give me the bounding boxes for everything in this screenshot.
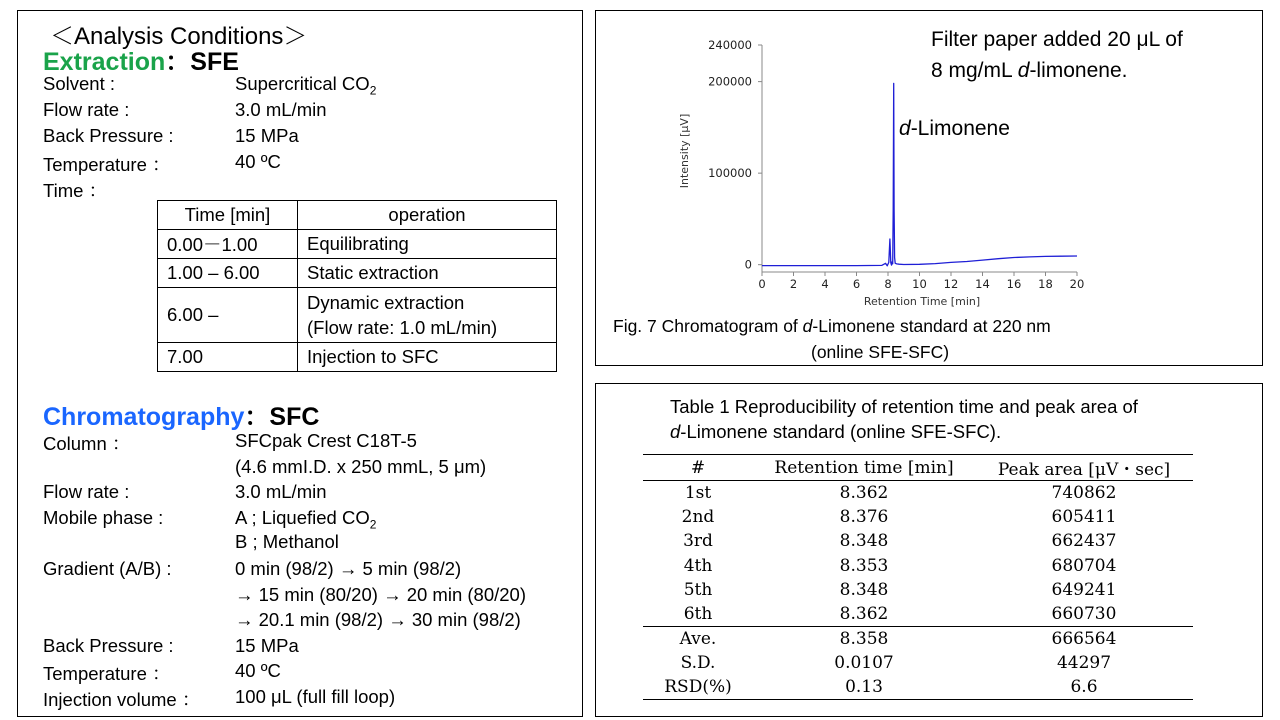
back-pressure-label: Back Pressure : bbox=[43, 125, 174, 146]
mobile-phase-label: Mobile phase : bbox=[43, 507, 164, 528]
retention-cell: 8.376 bbox=[839, 506, 889, 527]
operation-cell: Injection to SFC bbox=[298, 343, 557, 372]
note-prefix: 8 mg/mL bbox=[931, 59, 1018, 82]
caption-rest: -Limonene standard (online SFE-SFC). bbox=[680, 421, 1002, 442]
area-cell: 44297 bbox=[1056, 652, 1112, 673]
operation-cell: Equilibrating bbox=[298, 230, 557, 259]
table-header-row bbox=[158, 201, 557, 230]
gradient-line: → 20.1 min (98/2) → 30 min (98/2) bbox=[235, 609, 521, 630]
chromatogram-panel bbox=[595, 10, 1263, 366]
summary-row-average bbox=[643, 626, 1193, 650]
extraction-separator: ： bbox=[165, 48, 191, 76]
table-header-row bbox=[643, 455, 1193, 481]
time-cell: 6.00 – bbox=[158, 288, 298, 343]
caption-italic: d bbox=[670, 421, 681, 442]
mobile-phase-b: B ; Methanol bbox=[235, 531, 339, 552]
stat-label: S.D. bbox=[680, 652, 716, 673]
figure-subcaption: (online SFE-SFC) bbox=[811, 342, 950, 362]
time-cell: 1.00 – 6.00 bbox=[158, 259, 298, 288]
retention-cell: 8.362 bbox=[839, 603, 889, 624]
conditions-title: ＜Analysis Conditions＞ bbox=[50, 23, 308, 50]
retention-cell: 0.13 bbox=[753, 675, 975, 699]
y-tick-label: 240000 bbox=[708, 38, 752, 52]
sfc-flow-rate-label: Flow rate : bbox=[43, 481, 130, 502]
sfc-temperature-value: 40 ºC bbox=[235, 660, 281, 681]
operation-cell bbox=[298, 288, 557, 343]
table-row bbox=[643, 553, 1193, 577]
retention-cell: 8.358 bbox=[753, 626, 975, 650]
peak-label-text: -Limonene bbox=[910, 117, 1010, 140]
chromatography-label: Chromatography bbox=[43, 403, 245, 431]
operation-cell: Static extraction bbox=[298, 259, 557, 288]
x-tick-label: 14 bbox=[975, 277, 990, 291]
run-cell: 4th bbox=[683, 555, 713, 576]
figure-caption bbox=[613, 316, 1051, 337]
y-axis-label: Intensity [μV] bbox=[678, 113, 691, 189]
caption-italic: d bbox=[802, 316, 813, 336]
y-tick-label: 100000 bbox=[708, 166, 752, 181]
solvent-subscript: 2 bbox=[369, 83, 377, 98]
peak-label-italic: d bbox=[899, 117, 911, 140]
solvent-text: Supercritical CO bbox=[235, 73, 370, 94]
table-row bbox=[643, 529, 1193, 553]
back-pressure-value: 15 MPa bbox=[235, 125, 299, 146]
note-italic: d bbox=[1017, 59, 1030, 82]
retention-cell: 8.348 bbox=[839, 579, 889, 600]
caption-suffix: -Limonene standard at 220 nm bbox=[812, 316, 1051, 336]
gradient-line: → 15 min (80/20) → 20 min (80/20) bbox=[235, 584, 526, 605]
reproducibility-panel bbox=[595, 383, 1263, 717]
area-cell: 649241 bbox=[1051, 579, 1117, 600]
x-tick-label: 16 bbox=[1006, 277, 1022, 291]
sample-note-line2 bbox=[931, 59, 1128, 83]
run-cell: 6th bbox=[683, 603, 713, 624]
sfc-temperature-label: Temperature ： bbox=[43, 663, 171, 684]
column-value: SFCpak Crest C18T-5 bbox=[235, 430, 417, 451]
retention-cell: 8.348 bbox=[839, 531, 889, 552]
summary-row-sd bbox=[643, 651, 1193, 675]
extraction-time-table bbox=[157, 200, 557, 372]
time-cell: 7.00 bbox=[158, 343, 298, 372]
sfc-back-pressure-value: 15 MPa bbox=[235, 635, 299, 656]
extraction-label: Extraction bbox=[43, 48, 166, 76]
chromatogram-chart bbox=[596, 11, 1262, 365]
x-axis-label: Retention Time [min] bbox=[863, 295, 981, 308]
area-cell: 660730 bbox=[1051, 603, 1117, 624]
injection-volume-label: Injection volume ： bbox=[43, 689, 201, 710]
x-tick-label: 8 bbox=[884, 277, 892, 291]
chromatography-heading bbox=[43, 397, 319, 433]
flow-rate-value: 3.0 mL/min bbox=[235, 99, 327, 120]
x-tick-label: 6 bbox=[852, 277, 861, 291]
analysis-conditions-panel bbox=[17, 10, 583, 717]
retention-cell: 8.362 bbox=[839, 482, 889, 503]
reproducibility-table bbox=[643, 454, 1193, 700]
operation-header: operation bbox=[298, 201, 557, 230]
operation-detail: (Flow rate: 1.0 mL/min) bbox=[307, 317, 498, 338]
area-cell: 6.6 bbox=[975, 675, 1193, 699]
extraction-method: SFE bbox=[190, 48, 239, 76]
area-cell: 740862 bbox=[1051, 482, 1117, 503]
peak-label bbox=[899, 117, 1010, 141]
x-tick-label: 2 bbox=[789, 277, 798, 291]
flow-rate-label: Flow rate : bbox=[43, 99, 130, 120]
caption-prefix: Fig. 7 Chromatogram of bbox=[613, 316, 803, 336]
table-caption bbox=[670, 394, 1138, 444]
table-caption-line1: Table 1 Reproducibility of retention time and peak area of bbox=[670, 396, 1138, 417]
x-tick-label: 4 bbox=[821, 277, 829, 291]
table-row bbox=[158, 259, 557, 288]
temperature-label: Temperature ： bbox=[43, 154, 171, 175]
table-row bbox=[158, 230, 557, 259]
mobile-phase-a bbox=[235, 507, 376, 532]
x-tick-label: 20 bbox=[1069, 277, 1085, 291]
chromatography-method: SFC bbox=[269, 403, 320, 431]
x-tick-label: 10 bbox=[912, 277, 927, 291]
time-label: Time ： bbox=[43, 180, 108, 201]
sample-note-line1: Filter paper added 20 μL of bbox=[931, 28, 1183, 51]
run-cell: 2nd bbox=[681, 506, 715, 527]
area-cell: 662437 bbox=[1051, 531, 1117, 552]
run-header: # bbox=[643, 455, 753, 481]
x-tick-label: 18 bbox=[1038, 277, 1053, 291]
peak-area-header: Peak area [μV・sec] bbox=[975, 455, 1193, 481]
area-cell: 666564 bbox=[975, 626, 1193, 650]
mobile-phase-a-subscript: 2 bbox=[369, 517, 377, 532]
stat-label: Ave. bbox=[643, 626, 753, 650]
solvent-label: Solvent : bbox=[43, 73, 115, 94]
area-cell: 680704 bbox=[1051, 555, 1117, 576]
time-header: Time [min] bbox=[158, 201, 298, 230]
sfc-flow-rate-value: 3.0 mL/min bbox=[235, 481, 327, 502]
sfc-back-pressure-label: Back Pressure : bbox=[43, 635, 174, 656]
table-row bbox=[158, 288, 557, 343]
table-row bbox=[643, 505, 1193, 529]
area-cell: 605411 bbox=[1051, 506, 1117, 527]
column-label: Column ： bbox=[43, 433, 131, 454]
solvent-value bbox=[235, 73, 376, 98]
series-layer bbox=[762, 83, 1077, 265]
chromatography-separator: ： bbox=[244, 403, 270, 431]
table-row bbox=[643, 481, 1193, 505]
x-tick-label: 12 bbox=[943, 277, 959, 291]
y-tick-label: 200000 bbox=[708, 74, 752, 89]
run-cell: 3rd bbox=[683, 531, 713, 552]
note-suffix: -limonene. bbox=[1029, 59, 1128, 82]
mobile-phase-a-text: A ; Liquefied CO bbox=[235, 507, 370, 528]
column-detail: (4.6 mmI.D. x 250 mmL, 5 μm) bbox=[235, 456, 487, 477]
stat-label: RSD(%) bbox=[643, 675, 753, 699]
table-row bbox=[643, 602, 1193, 626]
time-cell: 0.00－1.00 bbox=[158, 230, 298, 259]
injection-volume-value: 100 μL (full fill loop) bbox=[235, 686, 396, 707]
temperature-value: 40 ºC bbox=[235, 151, 281, 172]
run-cell: 5th bbox=[683, 579, 713, 600]
retention-cell: 0.0107 bbox=[834, 652, 894, 673]
retention-header: Retention time [min] bbox=[753, 455, 975, 481]
run-cell: 1st bbox=[684, 482, 712, 503]
chromatogram-trace bbox=[762, 83, 1077, 265]
table-row bbox=[158, 343, 557, 372]
x-tick-label: 0 bbox=[758, 277, 766, 291]
table-row bbox=[643, 578, 1193, 602]
gradient-label: Gradient (A/B) : bbox=[43, 558, 172, 579]
gradient-line: 0 min (98/2) → 5 min (98/2) bbox=[235, 558, 462, 579]
retention-cell: 8.353 bbox=[839, 555, 889, 576]
operation-line: Dynamic extraction bbox=[307, 292, 465, 313]
table-caption-line2 bbox=[670, 419, 1138, 444]
y-tick-label: 0 bbox=[744, 257, 752, 272]
summary-row-rsd bbox=[643, 675, 1193, 699]
